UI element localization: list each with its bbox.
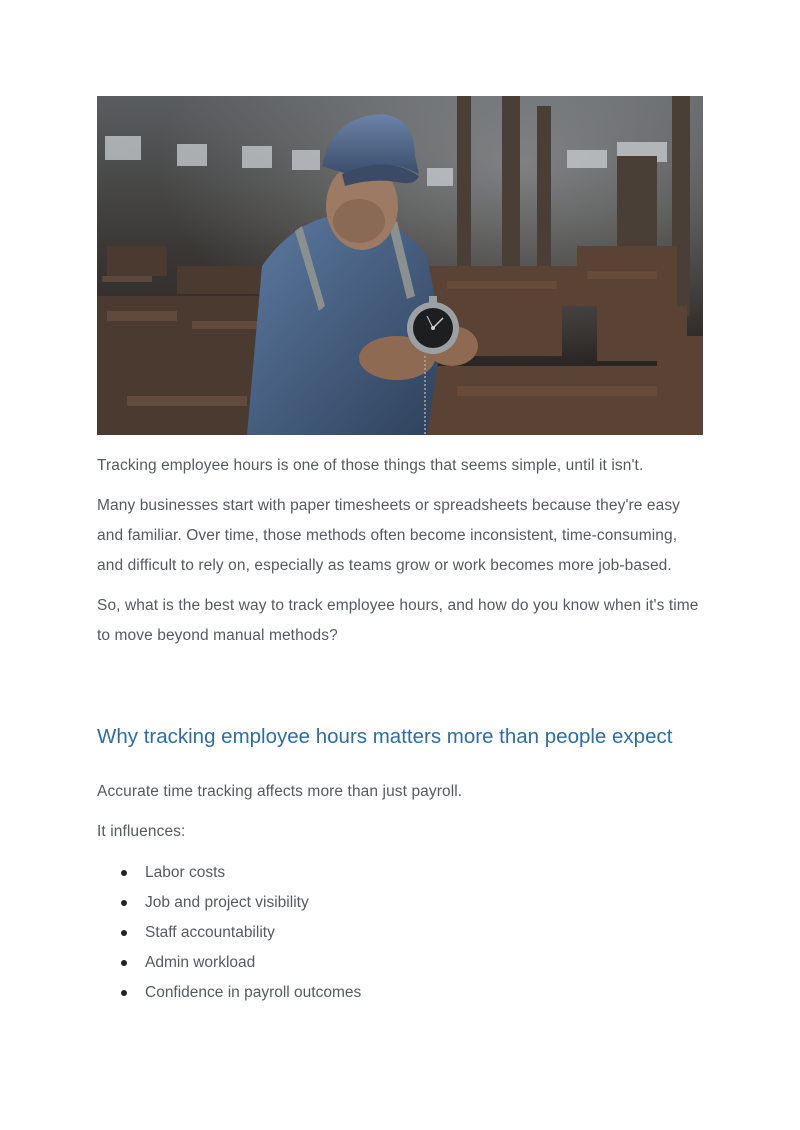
section-paragraph-1: Accurate time tracking affects more than just payroll.: [97, 783, 463, 800]
intro-paragraph-1: Tracking employee hours is one of those things that seems simple, until it isn't.: [97, 457, 644, 474]
list-item-label: Admin workload: [145, 954, 256, 971]
list-item: [97, 888, 703, 918]
bullet-icon: [121, 990, 127, 996]
list-item: [97, 948, 703, 978]
bullet-icon: [121, 930, 127, 936]
intro-paragraph-3: So, what is the best way to track employee hours, and how do you know when it's time to move beyond manual methods?: [97, 597, 699, 644]
list-item-label: Job and project visibility: [145, 894, 309, 911]
list-item: [97, 978, 703, 1008]
influence-list: [97, 858, 703, 1008]
factory-worker-illustration: [97, 96, 703, 435]
bullet-icon: [121, 900, 127, 906]
section-paragraph-2: It influences:: [97, 823, 186, 840]
list-item-label: Labor costs: [145, 864, 226, 881]
article: [97, 96, 703, 1008]
intro-paragraph-2: Many businesses start with paper timesheets or spreadsheets because they're easy and familiar. Over time, those methods often become inconsistent, time-consuming, and difficult to rely on, especially as teams grow or work becomes more job-based.: [97, 497, 681, 574]
bullet-icon: [121, 960, 127, 966]
hero-image: [97, 96, 703, 435]
list-item-label: Confidence in payroll outcomes: [145, 984, 362, 1001]
list-item: [97, 918, 703, 948]
list-item-label: Staff accountability: [145, 924, 275, 941]
list-item: [97, 858, 703, 888]
bullet-icon: [121, 870, 127, 876]
section-heading: Why tracking employee hours matters more than people expect: [97, 725, 673, 748]
